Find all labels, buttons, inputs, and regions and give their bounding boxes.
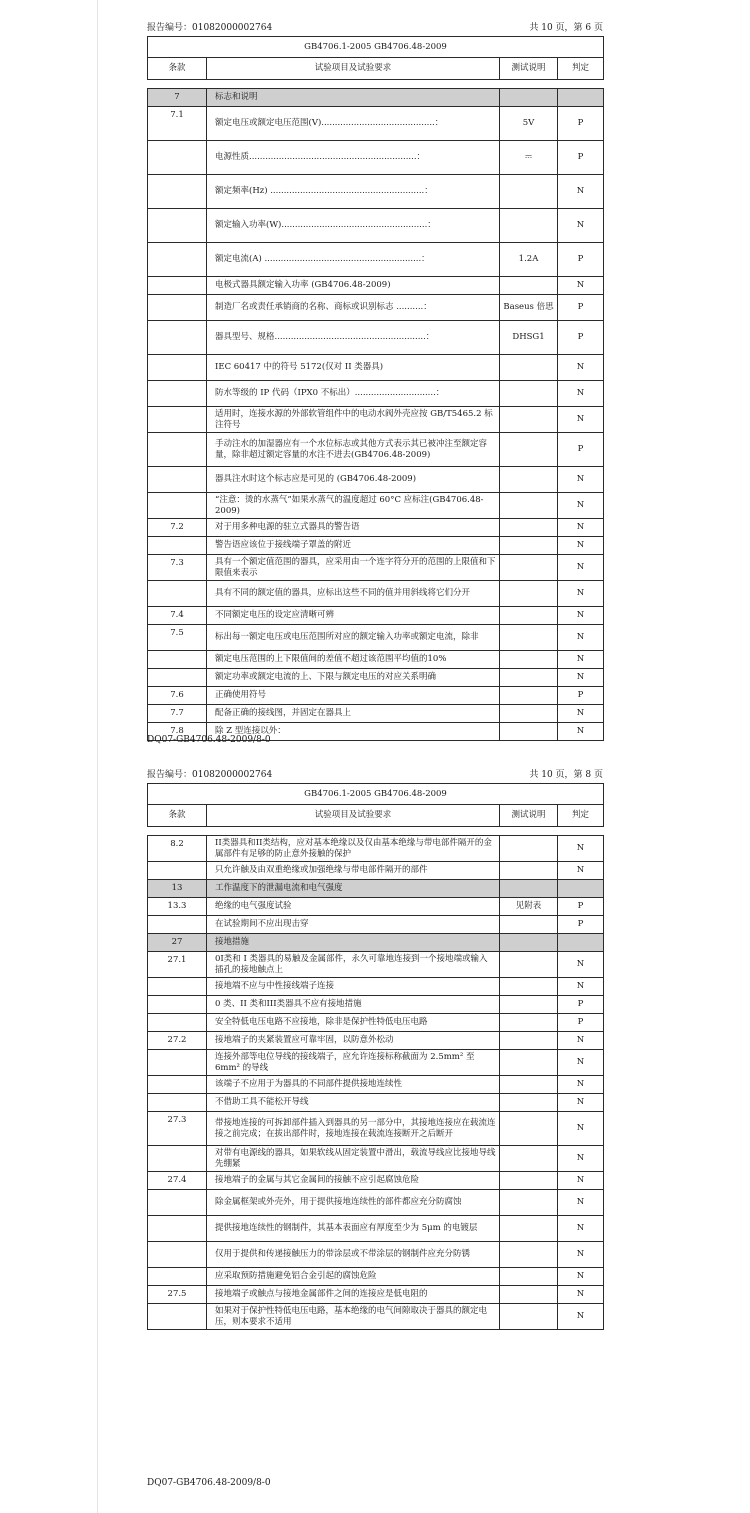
- table-row: [148, 433, 604, 467]
- item-cell: 防水等级的 IP 代码（IPX0 不标出）..............................：: [207, 381, 500, 407]
- table-row: [148, 209, 604, 243]
- col-header-clause: 条款: [148, 805, 207, 827]
- col-header-verdict: 判定: [558, 58, 604, 80]
- clause-cell: [148, 141, 207, 175]
- verdict-cell: N: [558, 705, 604, 723]
- clause-cell: [148, 355, 207, 381]
- table-row: [148, 1268, 604, 1286]
- clause-cell: [148, 467, 207, 493]
- clause-cell: 27.4: [148, 1172, 207, 1190]
- verdict-cell: N: [558, 978, 604, 996]
- verdict-cell: N: [558, 519, 604, 537]
- table-row: [148, 493, 604, 519]
- verdict-cell: [558, 934, 604, 952]
- verdict-cell: N: [558, 175, 604, 209]
- table-row: [148, 537, 604, 555]
- clause-cell: [148, 1304, 207, 1330]
- clause-cell: 27.3: [148, 1112, 207, 1146]
- item-cell: 配备正确的接线图，并固定在器具上: [207, 705, 500, 723]
- col-header-clause: 条款: [148, 58, 207, 80]
- note-cell: [500, 89, 558, 107]
- item-cell: 接地端子的金属与其它金属间的接触不应引起腐蚀危险: [207, 1172, 500, 1190]
- item-cell: 不借助工具不能松开导线: [207, 1094, 500, 1112]
- note-cell: 1.2A: [500, 243, 558, 277]
- verdict-cell: N: [558, 625, 604, 651]
- verdict-cell: N: [558, 836, 604, 862]
- note-cell: [500, 519, 558, 537]
- item-cell: “注意：烫的水蒸气”如果水蒸气的温度超过 60°C 应标注(GB4706.48-2009): [207, 493, 500, 519]
- verdict-cell: P: [558, 321, 604, 355]
- note-cell: [500, 209, 558, 243]
- item-cell: 工作温度下的泄漏电流和电气强度: [207, 880, 500, 898]
- clause-cell: [148, 1146, 207, 1172]
- table-row: [148, 607, 604, 625]
- note-cell: [500, 723, 558, 741]
- col-header-item: 试验项目及试验要求: [207, 805, 500, 827]
- verdict-cell: P: [558, 996, 604, 1014]
- scan-edge-line: [97, 0, 98, 1513]
- verdict-cell: N: [558, 1172, 604, 1190]
- test-table: [147, 783, 604, 1330]
- verdict-cell: N: [558, 862, 604, 880]
- verdict-cell: N: [558, 381, 604, 407]
- table-row: [148, 141, 604, 175]
- note-cell: [500, 687, 558, 705]
- item-cell: 接地措施: [207, 934, 500, 952]
- table-row: [148, 243, 604, 277]
- verdict-cell: N: [558, 493, 604, 519]
- note-cell: [500, 1014, 558, 1032]
- table-row: [148, 836, 604, 862]
- col-header-note: 测试说明: [500, 805, 558, 827]
- note-cell: [500, 493, 558, 519]
- item-cell: 提供接地连续性的钢制件，其基本表面应有厚度至少为 5μm 的电镀层: [207, 1216, 500, 1242]
- note-cell: [500, 996, 558, 1014]
- item-cell: 对于用多种电源的驻立式器具的警告语: [207, 519, 500, 537]
- page-footer-1: DQ07-GB4706.48-2009/8-0: [147, 735, 271, 745]
- table-row: [148, 1304, 604, 1330]
- clause-cell: [148, 1050, 207, 1076]
- verdict-cell: P: [558, 916, 604, 934]
- verdict-cell: [558, 880, 604, 898]
- verdict-cell: P: [558, 141, 604, 175]
- report-page-1: [147, 20, 603, 741]
- item-cell: 具有一个额定值范围的器具，应采用由一个连字符分开的范围的上限值和下限值来表示: [207, 555, 500, 581]
- table-row: [148, 107, 604, 141]
- clause-cell: 8.2: [148, 836, 207, 862]
- table-row: [148, 467, 604, 493]
- item-cell: 具有不同的额定值的器具，应标出这些不同的值并用斜线将它们分开: [207, 581, 500, 607]
- item-cell: 额定电流(A) ..........................................................：: [207, 243, 500, 277]
- clause-cell: [148, 1190, 207, 1216]
- clause-cell: 27: [148, 934, 207, 952]
- clause-cell: [148, 209, 207, 243]
- col-header-item: 试验项目及试验要求: [207, 58, 500, 80]
- note-cell: [500, 978, 558, 996]
- standard-title: GB4706.1-2005 GB4706.48-2009: [148, 37, 604, 58]
- page-info: 共 10 页，第 8 页: [529, 770, 603, 780]
- clause-cell: [148, 916, 207, 934]
- verdict-cell: N: [558, 555, 604, 581]
- note-cell: [500, 467, 558, 493]
- clause-cell: 7.1: [148, 107, 207, 141]
- table-row: [148, 978, 604, 996]
- table-row: [148, 381, 604, 407]
- verdict-cell: P: [558, 687, 604, 705]
- item-cell: 如果对于保护性特低电压电路，基本绝缘的电气间隙取决于器具的额定电压，则本要求不适用: [207, 1304, 500, 1330]
- clause-cell: 7.2: [148, 519, 207, 537]
- verdict-cell: [558, 89, 604, 107]
- verdict-cell: N: [558, 1146, 604, 1172]
- verdict-cell: N: [558, 723, 604, 741]
- note-cell: [500, 433, 558, 467]
- item-cell: 0 类、II 类和III类器具不应有接地措施: [207, 996, 500, 1014]
- verdict-cell: N: [558, 1050, 604, 1076]
- verdict-cell: N: [558, 651, 604, 669]
- item-cell: 不同额定电压的设定应清晰可辨: [207, 607, 500, 625]
- verdict-cell: N: [558, 1242, 604, 1268]
- clause-cell: [148, 1014, 207, 1032]
- table-row: [148, 1076, 604, 1094]
- note-cell: [500, 625, 558, 651]
- item-cell: 除 Z 型连接以外：: [207, 723, 500, 741]
- verdict-cell: N: [558, 1032, 604, 1050]
- table-row: [148, 687, 604, 705]
- table-row: [148, 625, 604, 651]
- test-table: [147, 36, 604, 741]
- note-cell: [500, 836, 558, 862]
- item-cell: IEC 60417 中的符号 5172(仅对 II 类器具): [207, 355, 500, 381]
- clause-cell: [148, 277, 207, 295]
- clause-cell: [148, 175, 207, 209]
- verdict-cell: N: [558, 1286, 604, 1304]
- note-cell: [500, 537, 558, 555]
- verdict-cell: P: [558, 107, 604, 141]
- item-cell: 正确使用符号: [207, 687, 500, 705]
- item-cell: 0I类和 I 类器具的易触及金属部件，永久可靠地连接到一个接地端或输入插孔的接地触点上: [207, 952, 500, 978]
- table-row: [148, 898, 604, 916]
- report-page-2: [147, 767, 603, 1330]
- note-cell: [500, 1172, 558, 1190]
- item-cell: 该端子不应用于为器具的不同部件提供接地连续性: [207, 1076, 500, 1094]
- verdict-cell: P: [558, 295, 604, 321]
- note-cell: [500, 862, 558, 880]
- note-cell: [500, 705, 558, 723]
- item-cell: II类器具和II类结构，应对基本绝缘以及仅由基本绝缘与带电部件隔开的金属部件有足够的防止意外接触的保护: [207, 836, 500, 862]
- item-cell: 绝缘的电气强度试验: [207, 898, 500, 916]
- note-cell: [500, 355, 558, 381]
- table-row: [148, 1014, 604, 1032]
- note-cell: [500, 1112, 558, 1146]
- table-row: [148, 1172, 604, 1190]
- clause-cell: 7.5: [148, 625, 207, 651]
- note-cell: [500, 407, 558, 433]
- clause-cell: 7.7: [148, 705, 207, 723]
- table-row: [148, 1286, 604, 1304]
- item-cell: 额定输入功率(W)......................................................：: [207, 209, 500, 243]
- verdict-cell: N: [558, 537, 604, 555]
- note-cell: [500, 1216, 558, 1242]
- clause-cell: 7.4: [148, 607, 207, 625]
- note-cell: [500, 381, 558, 407]
- item-cell: 适用时，连接水源的外部软管组件中的电动水阀外壳应按 GB/T5465.2 标注符号: [207, 407, 500, 433]
- note-cell: DHSG1: [500, 321, 558, 355]
- table-row: [148, 916, 604, 934]
- verdict-cell: P: [558, 898, 604, 916]
- table-row: [148, 581, 604, 607]
- item-cell: 电源性质..............................................................：: [207, 141, 500, 175]
- table-row: [148, 355, 604, 381]
- verdict-cell: P: [558, 433, 604, 467]
- item-cell: 器具型号、规格........................................................：: [207, 321, 500, 355]
- clause-cell: [148, 1242, 207, 1268]
- clause-cell: [148, 651, 207, 669]
- item-cell: 对带有电源线的器具，如果软线从固定装置中滑出，载流导线应比接地导线先绷紧: [207, 1146, 500, 1172]
- note-cell: [500, 1268, 558, 1286]
- table-row: [148, 1094, 604, 1112]
- clause-cell: [148, 537, 207, 555]
- item-cell: 标志和说明: [207, 89, 500, 107]
- clause-cell: 7.3: [148, 555, 207, 581]
- verdict-cell: N: [558, 407, 604, 433]
- table-row: [148, 407, 604, 433]
- note-cell: [500, 607, 558, 625]
- note-cell: [500, 1286, 558, 1304]
- report-number: 报告编号：01082000002764: [147, 23, 273, 33]
- table-row: [148, 519, 604, 537]
- item-cell: 接地端子或触点与接地金属部件之间的连接应是低电阻的: [207, 1286, 500, 1304]
- table-row: [148, 1112, 604, 1146]
- note-cell: Baseus 倍思: [500, 295, 558, 321]
- table-row: [148, 555, 604, 581]
- col-header-note: 测试说明: [500, 58, 558, 80]
- clause-cell: 7.6: [148, 687, 207, 705]
- note-cell: [500, 581, 558, 607]
- item-cell: 在试验期间不应出现击穿: [207, 916, 500, 934]
- note-cell: [500, 934, 558, 952]
- item-cell: 额定电压或额定电压范围(V)..........................................：: [207, 107, 500, 141]
- page-info: 共 10 页，第 6 页: [529, 23, 603, 33]
- clause-cell: [148, 1216, 207, 1242]
- note-cell: [500, 1304, 558, 1330]
- clause-cell: [148, 1094, 207, 1112]
- clause-cell: [148, 493, 207, 519]
- note-cell: [500, 669, 558, 687]
- table-row: [148, 295, 604, 321]
- verdict-cell: N: [558, 1304, 604, 1330]
- clause-cell: 27.2: [148, 1032, 207, 1050]
- page-header: [147, 20, 603, 36]
- clause-cell: [148, 862, 207, 880]
- table-row: [148, 321, 604, 355]
- table-row: [148, 175, 604, 209]
- item-cell: 电极式器具额定输入功率 (GB4706.48-2009): [207, 277, 500, 295]
- section-row: [148, 934, 604, 952]
- note-cell: [500, 1076, 558, 1094]
- clause-cell: [148, 321, 207, 355]
- item-cell: 警告语应该位于接线端子罩盖的附近: [207, 537, 500, 555]
- note-cell: 5V: [500, 107, 558, 141]
- note-cell: [500, 952, 558, 978]
- item-cell: 接地端不应与中性接线端子连接: [207, 978, 500, 996]
- item-cell: 接地端子的夹紧装置应可靠牢固，以防意外松动: [207, 1032, 500, 1050]
- verdict-cell: N: [558, 669, 604, 687]
- note-cell: 见附表: [500, 898, 558, 916]
- verdict-cell: N: [558, 952, 604, 978]
- table-row: [148, 952, 604, 978]
- clause-cell: 7: [148, 89, 207, 107]
- clause-cell: 7.8: [148, 723, 207, 741]
- item-cell: 仅用于提供和传递接触压力的带涂层或不带涂层的钢制件应充分防锈: [207, 1242, 500, 1268]
- table-row: [148, 1242, 604, 1268]
- table-row: [148, 1032, 604, 1050]
- table-row: [148, 1146, 604, 1172]
- verdict-cell: N: [558, 1268, 604, 1286]
- page-footer-2: DQ07-GB4706.48-2009/8-0: [147, 1478, 271, 1488]
- table-row: [148, 1050, 604, 1076]
- clause-cell: 27.5: [148, 1286, 207, 1304]
- section-row: [148, 89, 604, 107]
- note-cell: [500, 916, 558, 934]
- verdict-cell: N: [558, 355, 604, 381]
- page-header: [147, 767, 603, 783]
- col-header-verdict: 判定: [558, 805, 604, 827]
- clause-cell: [148, 1268, 207, 1286]
- verdict-cell: N: [558, 1076, 604, 1094]
- table-row: [148, 862, 604, 880]
- verdict-cell: N: [558, 1216, 604, 1242]
- clause-cell: [148, 381, 207, 407]
- verdict-cell: N: [558, 581, 604, 607]
- note-cell: [500, 1146, 558, 1172]
- note-cell: [500, 175, 558, 209]
- item-cell: 只允许触及由双重绝缘或加强绝缘与带电部件隔开的部件: [207, 862, 500, 880]
- clause-cell: [148, 295, 207, 321]
- note-cell: [500, 555, 558, 581]
- verdict-cell: N: [558, 607, 604, 625]
- clause-cell: [148, 996, 207, 1014]
- clause-cell: [148, 243, 207, 277]
- verdict-cell: N: [558, 277, 604, 295]
- verdict-cell: N: [558, 467, 604, 493]
- standard-title: GB4706.1-2005 GB4706.48-2009: [148, 784, 604, 805]
- note-cell: [500, 1242, 558, 1268]
- clause-cell: [148, 581, 207, 607]
- item-cell: 手动注水的加湿器应有一个水位标志或其他方式表示其已被冲注至额定容量，除非超过额定容量的水注不进去(GB4706.48-2009): [207, 433, 500, 467]
- verdict-cell: P: [558, 243, 604, 277]
- note-cell: [500, 1032, 558, 1050]
- table-row: [148, 705, 604, 723]
- verdict-cell: N: [558, 1190, 604, 1216]
- clause-cell: [148, 433, 207, 467]
- clause-cell: [148, 1076, 207, 1094]
- item-cell: 额定电压范围的上下限值间的差值不超过该范围平均值的10%: [207, 651, 500, 669]
- table-row: [148, 277, 604, 295]
- clause-cell: [148, 407, 207, 433]
- item-cell: 额定频率(Hz) .........................................................：: [207, 175, 500, 209]
- clause-cell: [148, 978, 207, 996]
- item-cell: 除金属框架或外壳外，用于提供接地连续性的部件都应充分防腐蚀: [207, 1190, 500, 1216]
- note-cell: ⎓: [500, 141, 558, 175]
- note-cell: [500, 1094, 558, 1112]
- item-cell: 安全特低电压电路不应接地，除非是保护性特低电压电路: [207, 1014, 500, 1032]
- verdict-cell: N: [558, 209, 604, 243]
- clause-cell: 13.3: [148, 898, 207, 916]
- table-row: [148, 1216, 604, 1242]
- table-row: [148, 996, 604, 1014]
- note-cell: [500, 277, 558, 295]
- table-row: [148, 669, 604, 687]
- table-row: [148, 651, 604, 669]
- verdict-cell: N: [558, 1112, 604, 1146]
- note-cell: [500, 651, 558, 669]
- note-cell: [500, 880, 558, 898]
- verdict-cell: P: [558, 1014, 604, 1032]
- clause-cell: 13: [148, 880, 207, 898]
- item-cell: 标出每一额定电压或电压范围所对应的额定输入功率或额定电流，除非: [207, 625, 500, 651]
- item-cell: 制造厂名或责任承销商的名称、商标或识别标志 ..........：: [207, 295, 500, 321]
- section-row: [148, 880, 604, 898]
- note-cell: [500, 1050, 558, 1076]
- item-cell: 连接外部等电位导线的接线端子，应允许连接标称截面为 2.5mm² 至 6mm² 的导线: [207, 1050, 500, 1076]
- item-cell: 带接地连接的可拆卸部件插入到器具的另一部分中，其接地连接应在载流连接之前完成；在拔出部件时，接地连接在载流连接断开之后断开: [207, 1112, 500, 1146]
- verdict-cell: N: [558, 1094, 604, 1112]
- item-cell: 额定功率或额定电流的上、下限与额定电压的对应关系明确: [207, 669, 500, 687]
- item-cell: 器具注水时这个标志应是可见的 (GB4706.48-2009): [207, 467, 500, 493]
- note-cell: [500, 1190, 558, 1216]
- clause-cell: [148, 669, 207, 687]
- report-number: 报告编号：01082000002764: [147, 770, 273, 780]
- table-row: [148, 1190, 604, 1216]
- item-cell: 应采取预防措施避免铝合金引起的腐蚀危险: [207, 1268, 500, 1286]
- clause-cell: 27.1: [148, 952, 207, 978]
